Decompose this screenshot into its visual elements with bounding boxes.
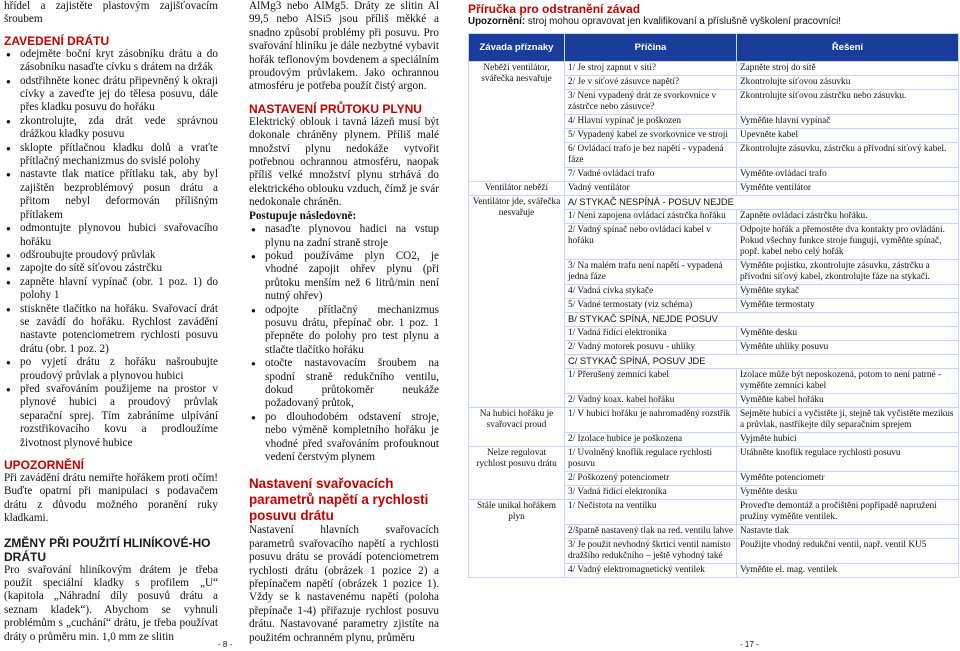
cause-cell: 2/ Vadný motorek posuvu - uhlíky xyxy=(565,341,737,355)
solution-cell: Vyměňte desku xyxy=(737,486,959,500)
table-body xyxy=(469,62,959,578)
column-middle xyxy=(249,0,439,644)
cause-cell: 6/ Ovládací trafo je bez napětí - vypadená fáze xyxy=(565,143,737,168)
page-number-left: - 8 - xyxy=(218,640,233,649)
wire-insertion-list xyxy=(4,48,218,450)
cause-cell: 2/ Izolace hubice je poškozena xyxy=(565,433,737,447)
solution-cell: Zkontrolujte síťovou zástrčku nebo zásuvku. xyxy=(737,90,959,115)
procedure-label: Postupuje následovně: xyxy=(249,209,357,222)
solution-cell: Vyměňte ventilátor xyxy=(737,182,959,196)
table-row xyxy=(469,196,959,210)
cause-cell: 7/ Vadné ovládací trafo xyxy=(565,168,737,182)
list-item: ● před svařováním použijeme na prostor v plynové hubici a proudový průvlak separační sprej. Tím zabráníme ulpívání rozstřikovacího kovu a prodloužíme životnost plynové hubice xyxy=(4,383,218,450)
solution-cell: Vyjměte hubici xyxy=(737,433,959,447)
heading-warning: UPOZORNĚNÍ xyxy=(4,458,85,472)
solution-cell: Sejměte hubici a vyčistěte ji, stejně tak vyčistěte mezikus a průvlak, nastříkejte díly separačním sprejem xyxy=(737,408,959,433)
fault-cell: Neběží ventilátor, svářečka nesvařuje xyxy=(469,62,565,182)
parameters-text: Nastavení hlavních svařovacích parametrů svařovacího napětí a rychlosti posuvu drátu se provádí potenciometrem rychlosti drátu (obrázek 1 pozice 2) a přepínačem napětí (obrázek 1 pozice 1). Vždy se k nastavenému napětí (poloha přepínače 1-4) přiřazuje rychlost posuvu drátu. Nastavované parametry zjistíte na použitém ochranném plynu, průměru xyxy=(249,524,439,644)
list-item: ● nastavte tlak matice přítlaku tak, aby byl zajištěn bezproblémový posun drátu a přitom nebyl deformován přílišným přítlakem xyxy=(4,168,218,222)
solution-cell: Vyměňte hlavní vypínač xyxy=(737,115,959,129)
solution-cell: Odpojte hořák a přemostěte dva kontakty pro ovládání. Pokud všechny funkce stroje fungují, vyměňte spínač, popř. kabel nebo celý hořák xyxy=(737,224,959,260)
fault-cell: Nelze regulovat rychlost posuvu drátu xyxy=(469,447,565,500)
continuation-text: AlMg3 nebo AlMg5. Dráty ze slitin Al 99,5 nebo AlSi5 jsou příliš měkké a snadno způsobí problémy při posuvu. Pro svařování hliníku je dále nezbytné vybavit hořák teflonovým bovdenem a speciálním proudovým průvlakem. Jako ochrannou atmosféru je potřeba použít čistý argon. xyxy=(249,0,439,93)
warning-label: Upozornění: xyxy=(468,16,526,27)
solution-cell: Vyměňte termostaty xyxy=(737,299,959,313)
column-header-fault: Závada příznaky xyxy=(469,34,565,62)
fault-cell: Ventilátor neběží xyxy=(469,182,565,196)
column-header-cause: Příčina xyxy=(565,34,737,62)
list-item: ● stiskněte tlačítko na hořáku. Svařovací drát se zavádí do hořáku. Rychlost zavádění nastavte potenciometrem rychlosti posuvu drátu (obr. 1 poz. 2) xyxy=(4,303,218,357)
solution-cell: Vyměňte desku xyxy=(737,327,959,341)
solution-cell: Utáhněte knoflík regulace rychlosti posuvu xyxy=(737,447,959,472)
solution-cell: Vyměňte potenciometr xyxy=(737,472,959,486)
cause-cell: 2/ Vadný koax. kabel hořáku xyxy=(565,394,737,408)
fault-cell: Ventilátor jde, svářečka nesvařuje xyxy=(469,196,565,408)
cause-cell: 5/ Vadné termostaty (viz schéma) xyxy=(565,299,737,313)
column-header-solution: Řešení xyxy=(737,34,959,62)
table-row xyxy=(469,182,959,196)
cause-cell: 1/ Vadná řídící elektronika xyxy=(565,327,737,341)
cause-cell: 1/ V hubici hořáku je nahromaděný rozstřik xyxy=(565,408,737,433)
list-item: ● zapněte hlavní vypínač (obr. 1 poz. 1) do polohy 1 xyxy=(4,276,218,303)
group-label: B/ STYKAČ SPÍNÁ, NEJDE POSUV xyxy=(565,313,959,327)
heading-welding-parameters: Nastavení svařovacích parametrů napětí a rychlosti posuvu drátu xyxy=(249,476,429,524)
troubleshooting-table xyxy=(468,33,959,578)
cause-cell: 1/ Není zapojena ovládací zástrčka hořáku xyxy=(565,210,737,224)
solution-cell: Vyměňte ovládací trafo xyxy=(737,168,959,182)
solution-cell: Zkontrolujte síťovou zásuvku xyxy=(737,76,959,90)
cause-cell: 1/ Je stroj zapnut v síti? xyxy=(565,62,737,76)
solution-cell: Použijte vhodný redukční ventil, např. ventil KU5 xyxy=(737,539,959,564)
group-label: C/ STYKAČ SPÍNÁ, POSUV JDE xyxy=(565,355,959,369)
warning-body: stroj mohou opravovat jen kvalifikovaní a příslušně vyškolení pracovníci! xyxy=(527,16,841,27)
list-item: ● sklopte přítlačnou kladku dolů a vraťte přítlačný mechanizmus do svislé polohy xyxy=(4,142,218,169)
list-item: ● zkontrolujte, zda drát vede správnou drážkou kladky posuvu xyxy=(4,115,218,142)
solution-cell: Zkontrolujte zásuvku, zástrčku a přívodní síťový kabel. xyxy=(737,143,959,168)
cause-cell: 4/ Vadná cívka stykače xyxy=(565,285,737,299)
solution-cell: Zapněte ovládací zástrčku hořáku. xyxy=(737,210,959,224)
table-header-row xyxy=(469,34,959,62)
troubleshooting-warning xyxy=(468,16,958,28)
cause-cell: 2/ Poškozený potenciometr xyxy=(565,472,737,486)
heading-aluminium-wire: ZMĚNY PŘI POUŽITÍ HLINÍKOVÉ-HO DRÁTU xyxy=(4,535,211,564)
solution-cell: Proveďte demontáž a pročištění popřípadě napruženi pružiny vyměňte ventilek. xyxy=(737,500,959,525)
solution-cell: Vyměňte el. mag. ventilek xyxy=(737,564,959,578)
table-row xyxy=(469,62,959,76)
heading-wire-insertion: ZAVEDENÍ DRÁTU xyxy=(4,33,110,48)
cause-cell: 5/ Vypadený kabel ze svorkovnice ve stroji xyxy=(565,129,737,143)
table-row xyxy=(469,500,959,525)
list-item: ● po vyjetí drátu z hořáku našroubujte proudový průvlak a plynovou hubici xyxy=(4,356,218,383)
solution-cell: Upevněte kabel xyxy=(737,129,959,143)
solution-cell: Vyměňte stykač xyxy=(737,285,959,299)
solution-cell: Zapněte stroj do sítě xyxy=(737,62,959,76)
cause-cell: 4/ Vadný elektromagnetický ventilek xyxy=(565,564,737,578)
aluminium-text: Pro svařování hliníkovým drátem je třeba použít speciální kladky s profilem „U“ (kapitola „Náhradní díly posuvů drátu a seznam kladek“). Abychom se vyhnuli problémům s „cuchání“ drátu, je třeba používat dráty o průměru min. 1,0 mm ze slitin xyxy=(4,563,218,643)
cause-cell: Vadný ventilátor xyxy=(565,182,737,196)
cause-cell: 3/ Na malém trafu není napětí - vypadená jedna fáze xyxy=(565,260,737,285)
page-number-right: - 17 - xyxy=(740,640,759,649)
fault-cell: Stále unikal hořákem plyn xyxy=(469,500,565,578)
cause-cell: 1/ Nečistota na ventilku xyxy=(565,500,737,525)
list-item: ● zapojte do sítě síťovou zástrčku xyxy=(4,262,218,275)
cause-cell: 1/ Uvolněný knoflík regulace rychlosti posuvu xyxy=(565,447,737,472)
solution-cell: Vyměňte pojistku, zkontrolujte zásuvku, zástrčku a přívodní síťový kabel, zkontrolujte fáze na stykači. xyxy=(737,260,959,285)
cause-cell: 3/ Je použit nevhodný škrticí ventil namísto dražšího redukčního – ještě vyhodný také xyxy=(565,539,737,564)
cause-cell: 2/ Vadný spínač nebo ovládací kabel v hořáku xyxy=(565,224,737,260)
group-label: A/ STYKAČ NESPÍNÁ - POSUV NEJDE xyxy=(565,196,959,210)
list-item: ● pokud používáme plyn CO2, je vhodné zapojit ohřev plynu (při průtoku menším než 6 litrů/min není nutný ohřev) xyxy=(249,250,439,304)
troubleshooting-title: Příručka pro odstranění závad xyxy=(468,2,641,16)
table-row xyxy=(469,408,959,433)
cause-cell: 4/ Hlavní vypínač je poškozen xyxy=(565,115,737,129)
list-item: ● otočte nastavovacím šroubem na spodní straně redukčního ventilu, dokud průtokoměr neukáže požadovaný průtok, xyxy=(249,357,439,411)
warning-text: Při zavádění drátu nemiřte hořákem proti očím! Buďte opatrní při manipulaci s podavačem drátu z důvodu možného poranění ruky kladkami. xyxy=(4,472,218,525)
cause-cell: 1/ Přerušený zemnící kabel xyxy=(565,369,737,394)
list-item: ● odpojte přítlačný mechanizmus posuvu drátu, přepínač obr. 1 poz. 1 přepněte do polohy pro test plynu a stlačte tlačítko hořáku xyxy=(249,304,439,358)
column-right xyxy=(468,0,958,640)
list-item: ● odšroubujte proudový průvlak xyxy=(4,249,218,262)
list-item: ● po dlouhodobém odstavení stroje, nebo výměně kompletního hořáku je vhodné před svařováním profouknout vedení čerstvým plynem xyxy=(249,411,439,465)
solution-cell: Vyměňte kabel hořáku xyxy=(737,394,959,408)
solution-cell: Izolace může být neposkozená, potom to není patrné - vyměňte zemnící kabel xyxy=(737,369,959,394)
gas-list xyxy=(249,223,439,464)
fault-cell: Na hubici hořáku je svařovací proud xyxy=(469,408,565,447)
cause-cell: 3/ Není vypadený drát ze svorkovnice v zástrčce nebo zásuvce? xyxy=(565,90,737,115)
cause-cell: 3/ Vadná řídící elektronika xyxy=(565,486,737,500)
heading-gas-flow: NASTAVENÍ PRŮTOKU PLYNU xyxy=(249,101,422,116)
list-item: ● odmontujte plynovou hubici svařovacího hořáku xyxy=(4,222,218,249)
list-item: ● odstřihněte konec drátu připevněný k okraji cívky a zaveďte jej do tělesa posuvu, dále přes kladku posuvu do hořáku xyxy=(4,75,218,115)
cause-cell: 2/ Je v síťové zásuvce napětí? xyxy=(565,76,737,90)
gas-text: Elektrický oblouk i tavná lázeň musí být dokonale chráněny plynem. Příliš malé množství plynu nedokáže vytvořit potřebnou ochrannou atmosféru, naopak příliš velké množství plynu strhává do elektrického oblouku vzduch, čímž je svár nedokonale chráněn. xyxy=(249,115,439,209)
solution-cell: Nastavte tlak xyxy=(737,525,959,539)
table-row xyxy=(469,447,959,472)
column-left xyxy=(4,0,218,643)
intro-text: hřídel a zajistěte plastovým zajišťovacím šroubem xyxy=(4,0,218,26)
solution-cell: Vyměňte uhlíky posuvu xyxy=(737,341,959,355)
list-item: ● odejměte boční kryt zásobníku drátu a do zásobníku nasaďte cívku s drátem na držák xyxy=(4,48,218,75)
cause-cell: 2/špatně nastavený tlak na red. ventilu lahve xyxy=(565,525,737,539)
list-item: ● nasaďte plynovou hadici na vstup plynu na zadní straně stroje xyxy=(249,223,439,250)
